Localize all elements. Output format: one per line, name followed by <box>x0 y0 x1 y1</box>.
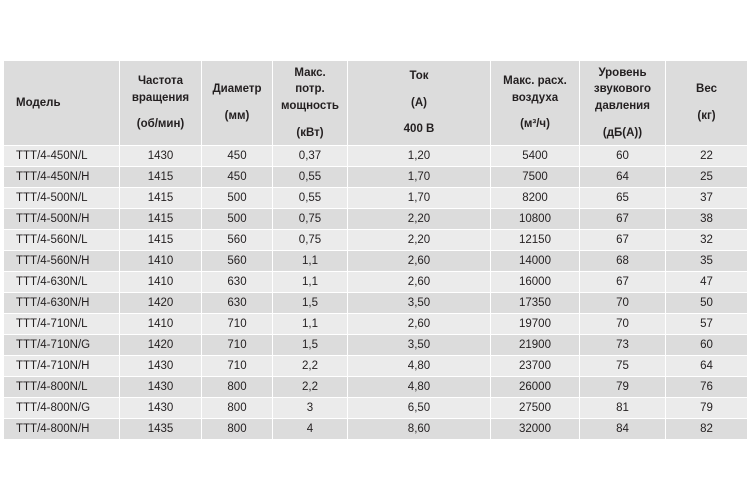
cell-value: 560 <box>202 230 273 251</box>
cell-value: 1415 <box>120 188 202 209</box>
cell-value: 8200 <box>491 188 580 209</box>
cell-value: 800 <box>202 377 273 398</box>
cell-value: 1420 <box>120 335 202 356</box>
cell-value: 1415 <box>120 167 202 188</box>
unit-max-power: (кВт) <box>296 126 324 139</box>
cell-value: 1,70 <box>348 188 491 209</box>
table-row <box>4 419 748 440</box>
cell-value: 2,60 <box>348 314 491 335</box>
cell-value: 65 <box>580 188 666 209</box>
cell-model: TTT/4-630N/L <box>4 272 120 293</box>
cell-value: 68 <box>580 251 666 272</box>
column-header-max-airflow: Макс. расх. воздуха (м³/ч) <box>491 61 580 146</box>
cell-value: 710 <box>202 335 273 356</box>
cell-value: 1415 <box>120 209 202 230</box>
column-header-model: Модель <box>4 61 120 146</box>
cell-model: TTT/4-560N/L <box>4 230 120 251</box>
cell-value: 32000 <box>491 419 580 440</box>
cell-value: 22 <box>666 146 748 167</box>
table-row <box>4 398 748 419</box>
cell-value: 27500 <box>491 398 580 419</box>
cell-value: 560 <box>202 251 273 272</box>
cell-value: 67 <box>580 209 666 230</box>
cell-value: 21900 <box>491 335 580 356</box>
cell-value: 630 <box>202 293 273 314</box>
table-row <box>4 272 748 293</box>
column-header-weight: Вес (кг) <box>666 61 748 146</box>
cell-value: 57 <box>666 314 748 335</box>
cell-value: 3 <box>273 398 348 419</box>
cell-value: 1,5 <box>273 335 348 356</box>
cell-model: TTT/4-450N/L <box>4 146 120 167</box>
table-body <box>4 146 748 440</box>
cell-value: 1415 <box>120 230 202 251</box>
cell-value: 67 <box>580 230 666 251</box>
unit-diameter: (мм) <box>224 110 250 122</box>
cell-value: 1420 <box>120 293 202 314</box>
cell-model: TTT/4-710N/G <box>4 335 120 356</box>
cell-model: TTT/4-800N/H <box>4 419 120 440</box>
cell-value: 16000 <box>491 272 580 293</box>
unit-max-airflow: (м³/ч) <box>520 118 550 131</box>
cell-value: 23700 <box>491 356 580 377</box>
column-header-current: Ток (А) 400 В <box>348 61 491 146</box>
cell-value: 5400 <box>491 146 580 167</box>
cell-value: 38 <box>666 209 748 230</box>
voltage-current: 400 В <box>403 123 435 136</box>
cell-value: 17350 <box>491 293 580 314</box>
cell-value: 64 <box>666 356 748 377</box>
cell-value: 1,1 <box>273 314 348 335</box>
cell-value: 70 <box>580 293 666 314</box>
cell-value: 1430 <box>120 146 202 167</box>
cell-value: 1435 <box>120 419 202 440</box>
cell-value: 32 <box>666 230 748 251</box>
table-row <box>4 356 748 377</box>
unit-weight: (кг) <box>697 110 716 122</box>
cell-value: 19700 <box>491 314 580 335</box>
cell-value: 710 <box>202 314 273 335</box>
cell-value: 76 <box>666 377 748 398</box>
cell-value: 1,20 <box>348 146 491 167</box>
cell-value: 6,50 <box>348 398 491 419</box>
unit-rotation-speed: (об/мин) <box>136 118 185 131</box>
table-row <box>4 146 748 167</box>
cell-value: 0,75 <box>273 209 348 230</box>
cell-value: 0,55 <box>273 167 348 188</box>
cell-value: 25 <box>666 167 748 188</box>
cell-model: TTT/4-630N/H <box>4 293 120 314</box>
cell-value: 630 <box>202 272 273 293</box>
table-row <box>4 167 748 188</box>
cell-value: 79 <box>580 377 666 398</box>
cell-model: TTT/4-560N/H <box>4 251 120 272</box>
cell-value: 3,50 <box>348 293 491 314</box>
cell-value: 1410 <box>120 251 202 272</box>
cell-value: 75 <box>580 356 666 377</box>
cell-value: 2,20 <box>348 230 491 251</box>
cell-value: 37 <box>666 188 748 209</box>
cell-value: 1410 <box>120 272 202 293</box>
cell-value: 0,37 <box>273 146 348 167</box>
cell-value: 70 <box>580 314 666 335</box>
cell-value: 1410 <box>120 314 202 335</box>
cell-model: TTT/4-500N/L <box>4 188 120 209</box>
cell-value: 800 <box>202 398 273 419</box>
fan-specification-table <box>3 60 748 440</box>
cell-model: TTT/4-500N/H <box>4 209 120 230</box>
cell-value: 1,5 <box>273 293 348 314</box>
table-header <box>4 61 748 146</box>
column-header-rotation-speed: Частота вращения (об/мин) <box>120 61 202 146</box>
cell-value: 35 <box>666 251 748 272</box>
cell-value: 60 <box>580 146 666 167</box>
table-row <box>4 251 748 272</box>
cell-value: 4,80 <box>348 356 491 377</box>
cell-value: 26000 <box>491 377 580 398</box>
table-row <box>4 209 748 230</box>
cell-value: 1430 <box>120 398 202 419</box>
cell-value: 4,80 <box>348 377 491 398</box>
cell-value: 60 <box>666 335 748 356</box>
cell-value: 2,20 <box>348 209 491 230</box>
cell-value: 1,70 <box>348 167 491 188</box>
header-row <box>4 61 748 146</box>
cell-model: TTT/4-800N/L <box>4 377 120 398</box>
cell-value: 79 <box>666 398 748 419</box>
cell-value: 64 <box>580 167 666 188</box>
cell-value: 800 <box>202 419 273 440</box>
cell-value: 12150 <box>491 230 580 251</box>
cell-model: TTT/4-800N/G <box>4 398 120 419</box>
cell-model: TTT/4-710N/H <box>4 356 120 377</box>
table-row <box>4 377 748 398</box>
cell-value: 2,60 <box>348 272 491 293</box>
cell-value: 0,55 <box>273 188 348 209</box>
cell-value: 10800 <box>491 209 580 230</box>
table-row <box>4 293 748 314</box>
cell-value: 0,75 <box>273 230 348 251</box>
cell-value: 7500 <box>491 167 580 188</box>
unit-sound-pressure: (дБ(А)) <box>602 126 643 139</box>
cell-value: 450 <box>202 167 273 188</box>
cell-value: 82 <box>666 419 748 440</box>
cell-value: 2,60 <box>348 251 491 272</box>
cell-value: 14000 <box>491 251 580 272</box>
cell-value: 3,50 <box>348 335 491 356</box>
cell-value: 1430 <box>120 377 202 398</box>
cell-model: TTT/4-710N/L <box>4 314 120 335</box>
column-header-diameter: Диаметр (мм) <box>202 61 273 146</box>
cell-model: TTT/4-450N/H <box>4 167 120 188</box>
cell-value: 450 <box>202 146 273 167</box>
cell-value: 50 <box>666 293 748 314</box>
cell-value: 1,1 <box>273 272 348 293</box>
table-row <box>4 230 748 251</box>
cell-value: 1,1 <box>273 251 348 272</box>
table-row <box>4 188 748 209</box>
cell-value: 4 <box>273 419 348 440</box>
cell-value: 500 <box>202 188 273 209</box>
table-row <box>4 314 748 335</box>
table-row <box>4 335 748 356</box>
cell-value: 47 <box>666 272 748 293</box>
cell-value: 2,2 <box>273 377 348 398</box>
cell-value: 73 <box>580 335 666 356</box>
column-header-max-power: Макс. потр. мощность (кВт) <box>273 61 348 146</box>
cell-value: 710 <box>202 356 273 377</box>
unit-current: (А) <box>411 96 427 109</box>
cell-value: 67 <box>580 272 666 293</box>
cell-value: 2,2 <box>273 356 348 377</box>
cell-value: 500 <box>202 209 273 230</box>
column-header-sound-pressure: Уровень звукового давления (дБ(А)) <box>580 61 666 146</box>
cell-value: 8,60 <box>348 419 491 440</box>
cell-value: 1430 <box>120 356 202 377</box>
cell-value: 81 <box>580 398 666 419</box>
cell-value: 84 <box>580 419 666 440</box>
